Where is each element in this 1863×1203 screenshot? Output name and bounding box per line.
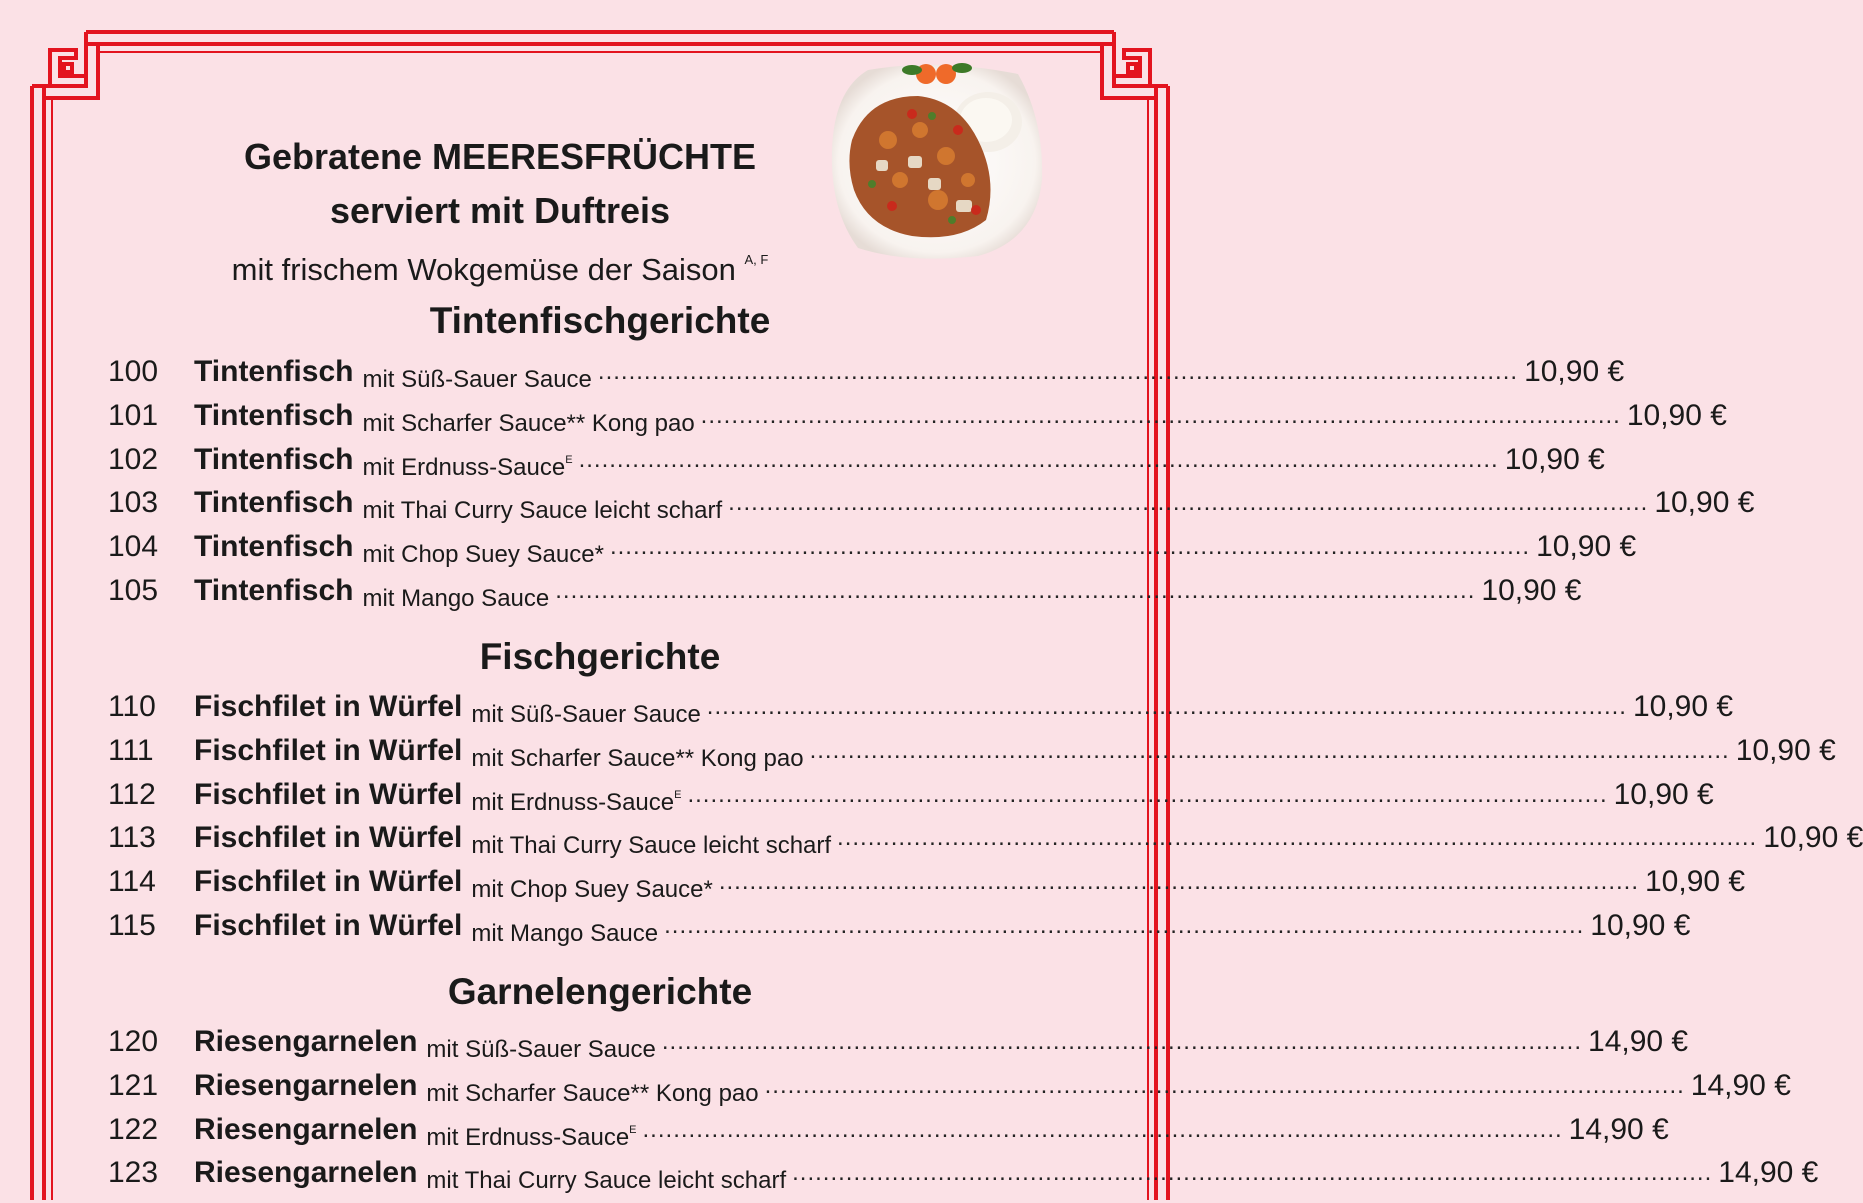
item-price: 10,90 € <box>1590 909 1691 942</box>
menu-item <box>108 685 1734 729</box>
item-price: 10,90 € <box>1632 690 1734 723</box>
item-price: 10,90 € <box>1763 821 1863 855</box>
item-name: Fischfilet in Würfel <box>194 777 463 811</box>
item-number: 112 <box>108 777 156 811</box>
item-price: 10,90 € <box>1504 442 1605 476</box>
header-title-line1: Gebratene MEERESFRÜCHTE <box>243 136 757 177</box>
item-name: Tintenfisch <box>194 355 354 388</box>
item-name: Fischfilet in Würfel <box>194 690 463 723</box>
menu-item <box>108 569 1582 613</box>
section-title: Garnelengerichte <box>447 971 753 1012</box>
item-name: Tintenfisch <box>194 574 354 607</box>
item-description-text: mit Thai Curry Sauce leicht scharf <box>362 497 723 525</box>
item-description-text: mit Süß-Sauer Sauce <box>426 1036 656 1063</box>
item-description-text: mit Thai Curry Sauce leicht scharf <box>471 832 832 860</box>
item-number: 113 <box>108 821 156 855</box>
item-name: Riesengarnelen <box>194 1156 418 1190</box>
menu-item <box>108 860 1746 904</box>
item-number: 101 <box>108 398 159 432</box>
item-description-text: mit Erdnuss-Sauce <box>471 788 675 816</box>
item-description-text: mit Mango Sauce <box>471 920 659 947</box>
item-number: 105 <box>108 574 159 607</box>
item-allergen: E <box>674 788 682 801</box>
item-price: 10,90 € <box>1654 486 1755 520</box>
item-number: 103 <box>108 486 159 520</box>
header-title-line2: serviert mit Duftreis <box>329 190 671 231</box>
dot-leader: ........................................................................................................................ <box>728 489 1649 517</box>
item-allergen: E <box>565 453 573 466</box>
item-price: 10,90 € <box>1644 865 1746 899</box>
item-number: 115 <box>108 909 156 942</box>
item-description <box>426 1151 786 1203</box>
item-price: 10,90 € <box>1524 355 1625 388</box>
dot-leader: ........................................................................................................................ <box>764 1071 1685 1099</box>
dot-leader: ........................................................................................................................ <box>597 358 1519 385</box>
item-name: Fischfilet in Würfel <box>194 865 463 899</box>
dot-leader: ........................................................................................................................ <box>687 780 1608 808</box>
menu-header <box>150 130 850 292</box>
dot-leader: ........................................................................................................................ <box>578 445 1499 473</box>
item-description-text: mit Scharfer Sauce** Kong pao <box>426 1079 759 1107</box>
item-name: Tintenfisch <box>194 486 354 520</box>
item-description-text: mit Erdnuss-Sauce <box>362 453 566 481</box>
dish-photo-icon <box>828 60 1046 262</box>
item-price: 14,90 € <box>1568 1112 1669 1146</box>
item-number: 100 <box>108 355 159 388</box>
item-price: 10,90 € <box>1613 777 1714 811</box>
menu-item <box>108 481 1755 525</box>
item-description-text: mit Mango Sauce <box>362 585 550 612</box>
dot-leader: ........................................................................................................................ <box>555 577 1476 604</box>
menu-item <box>108 1020 1689 1064</box>
item-name: Riesengarnelen <box>194 1025 418 1058</box>
item-number: 110 <box>108 690 156 723</box>
menu-item <box>108 394 1727 438</box>
item-description-text: mit Thai Curry Sauce leicht scharf <box>426 1167 787 1195</box>
item-price: 14,90 € <box>1718 1156 1819 1190</box>
dot-leader: ........................................................................................................................ <box>792 1159 1713 1187</box>
item-number: 122 <box>108 1112 159 1146</box>
item-description-text: mit Scharfer Sauce** Kong pao <box>362 409 695 437</box>
section-title: Tintenfischgerichte <box>429 300 771 341</box>
item-number: 104 <box>108 530 159 564</box>
header-subtitle-text: mit frischem Wokgemüse der Saison <box>231 252 736 287</box>
menu-item <box>108 525 1637 569</box>
item-number: 102 <box>108 442 159 476</box>
menu-item <box>108 904 1691 948</box>
item-price: 10,90 € <box>1735 733 1836 767</box>
item-name: Riesengarnelen <box>194 1068 418 1102</box>
dot-leader: ........................................................................................................................ <box>706 693 1627 720</box>
item-number: 121 <box>108 1068 159 1102</box>
dot-leader: ........................................................................................................................ <box>664 912 1585 939</box>
menu-item <box>108 1064 1791 1108</box>
section-title: Fischgerichte <box>479 636 721 677</box>
item-description-text: mit Chop Suey Sauce* <box>471 876 713 904</box>
item-name: Riesengarnelen <box>194 1112 418 1146</box>
header-subtitle <box>150 238 850 292</box>
menu-item <box>108 1151 1819 1195</box>
item-allergen: E <box>629 1123 637 1136</box>
item-description-text: mit Süß-Sauer Sauce <box>471 701 701 728</box>
item-name: Tintenfisch <box>194 442 354 476</box>
item-name: Tintenfisch <box>194 398 354 432</box>
item-price: 10,90 € <box>1536 530 1637 564</box>
item-body <box>194 1151 1819 1203</box>
item-body <box>194 569 1582 621</box>
item-name: Fischfilet in Würfel <box>194 821 463 855</box>
menu-item <box>108 350 1625 394</box>
dot-leader: ........................................................................................................................ <box>809 736 1730 764</box>
item-number: 123 <box>108 1156 159 1190</box>
item-description-text: mit Erdnuss-Sauce <box>426 1123 630 1151</box>
dot-leader: ........................................................................................................................ <box>642 1115 1563 1143</box>
item-body <box>194 904 1691 956</box>
item-name: Fischfilet in Würfel <box>194 733 463 767</box>
item-number: 120 <box>108 1025 159 1058</box>
item-description-text: mit Süß-Sauer Sauce <box>362 366 592 393</box>
item-number: 114 <box>108 865 156 899</box>
dot-leader: ........................................................................................................................ <box>837 824 1758 852</box>
item-description <box>471 904 658 956</box>
dot-leader: ........................................................................................................................ <box>700 401 1621 429</box>
item-price: 10,90 € <box>1626 398 1727 432</box>
item-name: Fischfilet in Würfel <box>194 909 463 942</box>
item-number: 111 <box>108 733 154 767</box>
dot-leader: ........................................................................................................................ <box>718 868 1639 896</box>
item-price: 14,90 € <box>1690 1068 1791 1102</box>
item-name: Tintenfisch <box>194 530 354 564</box>
item-price: 14,90 € <box>1588 1025 1689 1058</box>
item-description-text: mit Chop Suey Sauce* <box>362 541 604 569</box>
dot-leader: ........................................................................................................................ <box>661 1028 1583 1055</box>
dot-leader: ........................................................................................................................ <box>609 533 1531 561</box>
menu-item <box>108 773 1714 817</box>
item-price: 10,90 € <box>1481 574 1582 607</box>
item-description <box>362 569 549 621</box>
menu-item <box>108 438 1605 482</box>
menu-item <box>108 729 1836 773</box>
menu-item <box>108 1108 1669 1152</box>
menu-item <box>108 816 1863 860</box>
header-allergens: A, F <box>744 252 769 267</box>
item-description-text: mit Scharfer Sauce** Kong pao <box>471 744 804 772</box>
